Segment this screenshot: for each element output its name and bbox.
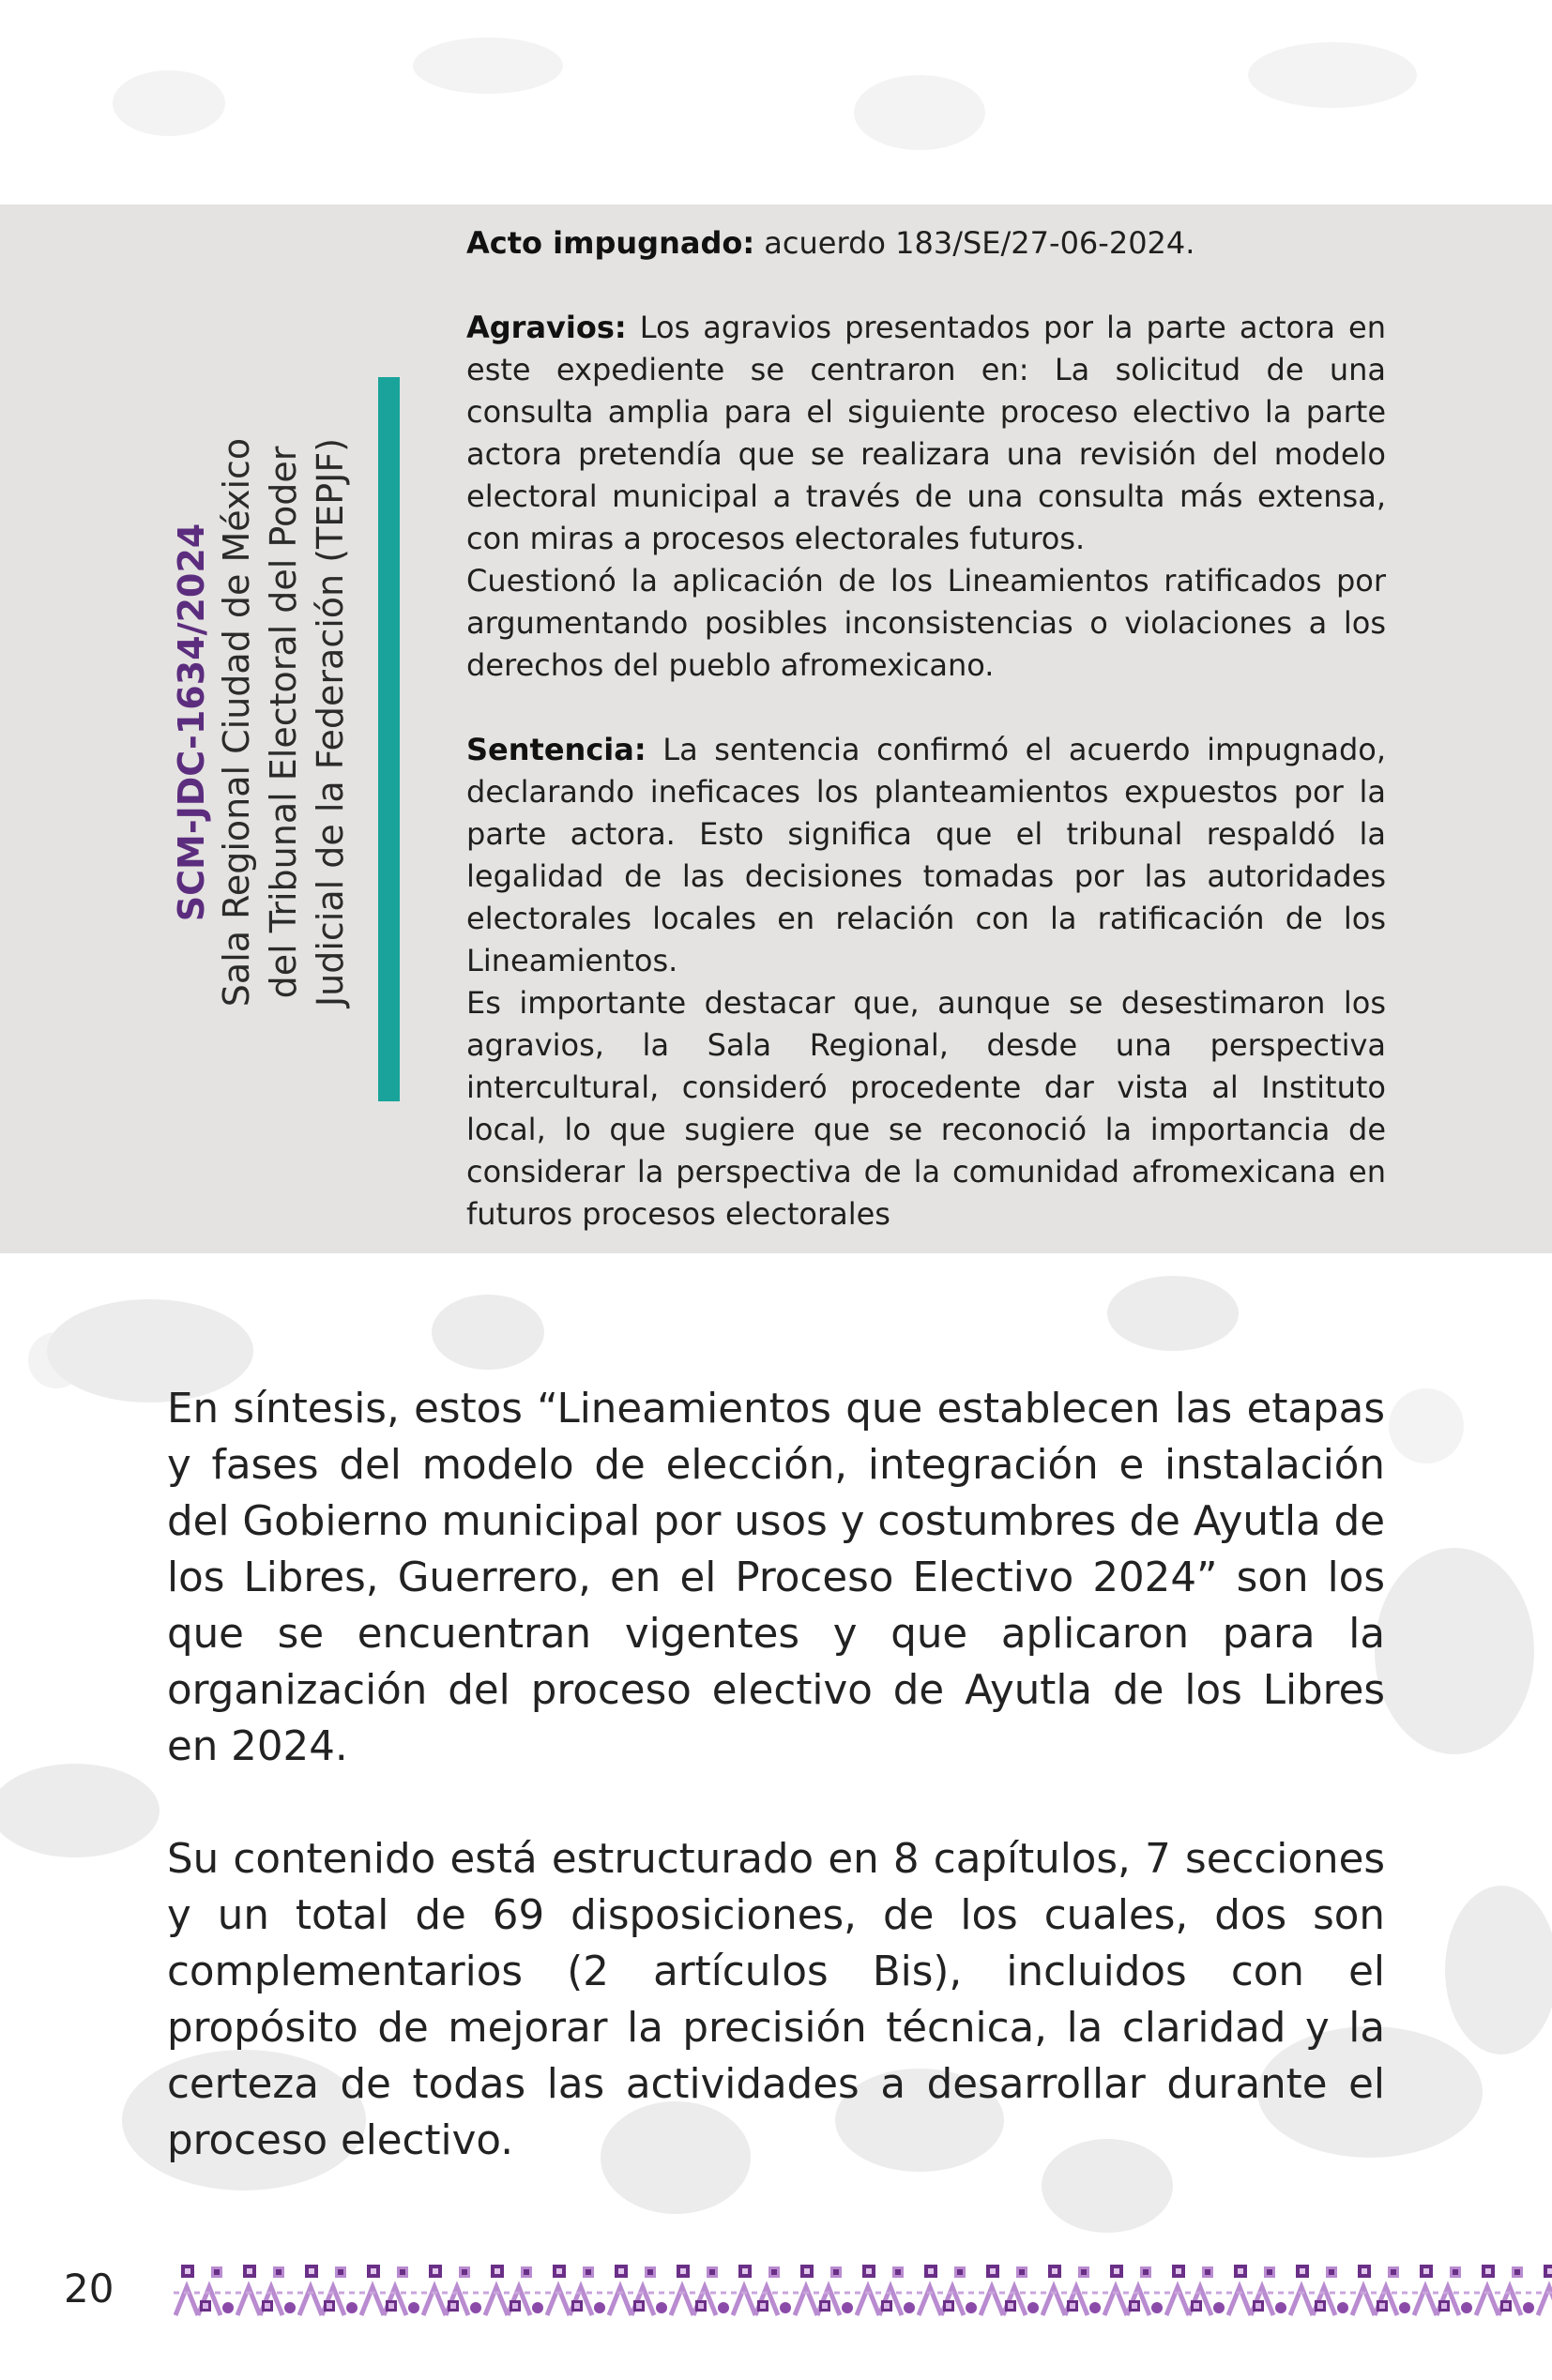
agravios	[466, 307, 1386, 560]
agravios-text: Los agravios presentados por la parte actora en este expediente se centraron en: La solicitud de una consulta amplia para el siguiente proceso electivo la parte actora pretendía que se realizara una revisión del modelo electoral municipal a través de una consulta más extensa, con miras a procesos electorales futuros.	[466, 310, 1386, 556]
sentencia-continued: Es importante destacar que, aunque se desestimaron los agravios, la Sala Regional, desde una perspectiva intercultural, consideró procedente dar vista al Instituto local, lo que sugiere que se reconoció la importancia de considerar la perspectiva de la comunidad afromexicana en futuros procesos electorales	[466, 985, 1386, 1232]
sentencia-label: Sentencia:	[466, 732, 647, 767]
acto-label: Acto impugnado:	[466, 225, 755, 261]
body-paragraph-2: Su contenido está estructurado en 8 capítulos, 7 secciones y un total de 69 disposiciones, de los cuales, dos son complementarios (2 artículos Bis), incluidos con el propósito de mejorar la precisión técnica, la claridad y la certeza de todas las actividades a desarrollar durante el proceso electivo.	[167, 1836, 1385, 2164]
case-code: SCM-JDC-1634/2024	[171, 523, 212, 922]
agravios-continued: Cuestionó la aplicación de los Lineamientos ratificados por argumentando posibles inconsistencias o violaciones a los derechos del pueblo afromexicano.	[466, 563, 1386, 683]
page-number: 20	[64, 2266, 114, 2312]
body-paragraph-1: En síntesis, estos “Lineamientos que establecen las etapas y fases del modelo de elección, integración e instalación del Gobierno municipal por usos y costumbres de Ayutla de los Libres, Guerrero, en el Proceso Electivo 2024” son los que se encuentran vigentes y que aplicaron para la organización del proceso electivo de Ayutla de los Libres en 2024.	[167, 1386, 1385, 1770]
acto-impugnado	[466, 222, 1386, 265]
court-line-3: Judicial de la Federación (TEPJF)	[310, 437, 351, 1008]
court-line-2: del Tribunal Electoral del Poder	[263, 446, 304, 999]
sentencia-text: La sentencia confirmó el acuerdo impugnado, declarando ineficaces los planteamientos expuestos por la parte actora. Esto significa que el tribunal respaldó la legalidad de las decisiones tomadas por las autoridades electorales locales en relación con la ratificación de los Lineamientos.	[466, 732, 1386, 978]
acto-text: acuerdo 183/SE/27-06-2024.	[754, 225, 1195, 261]
teal-accent-bar	[378, 377, 400, 1101]
case-vertical-title	[170, 352, 354, 1093]
embroidery-border	[174, 2259, 1552, 2329]
case-details	[466, 222, 1386, 1235]
agravios-label: Agravios:	[466, 310, 627, 345]
body-content	[167, 1381, 1385, 2169]
sentencia	[466, 729, 1386, 982]
court-line-1: Sala Regional Ciudad de México	[216, 437, 257, 1008]
